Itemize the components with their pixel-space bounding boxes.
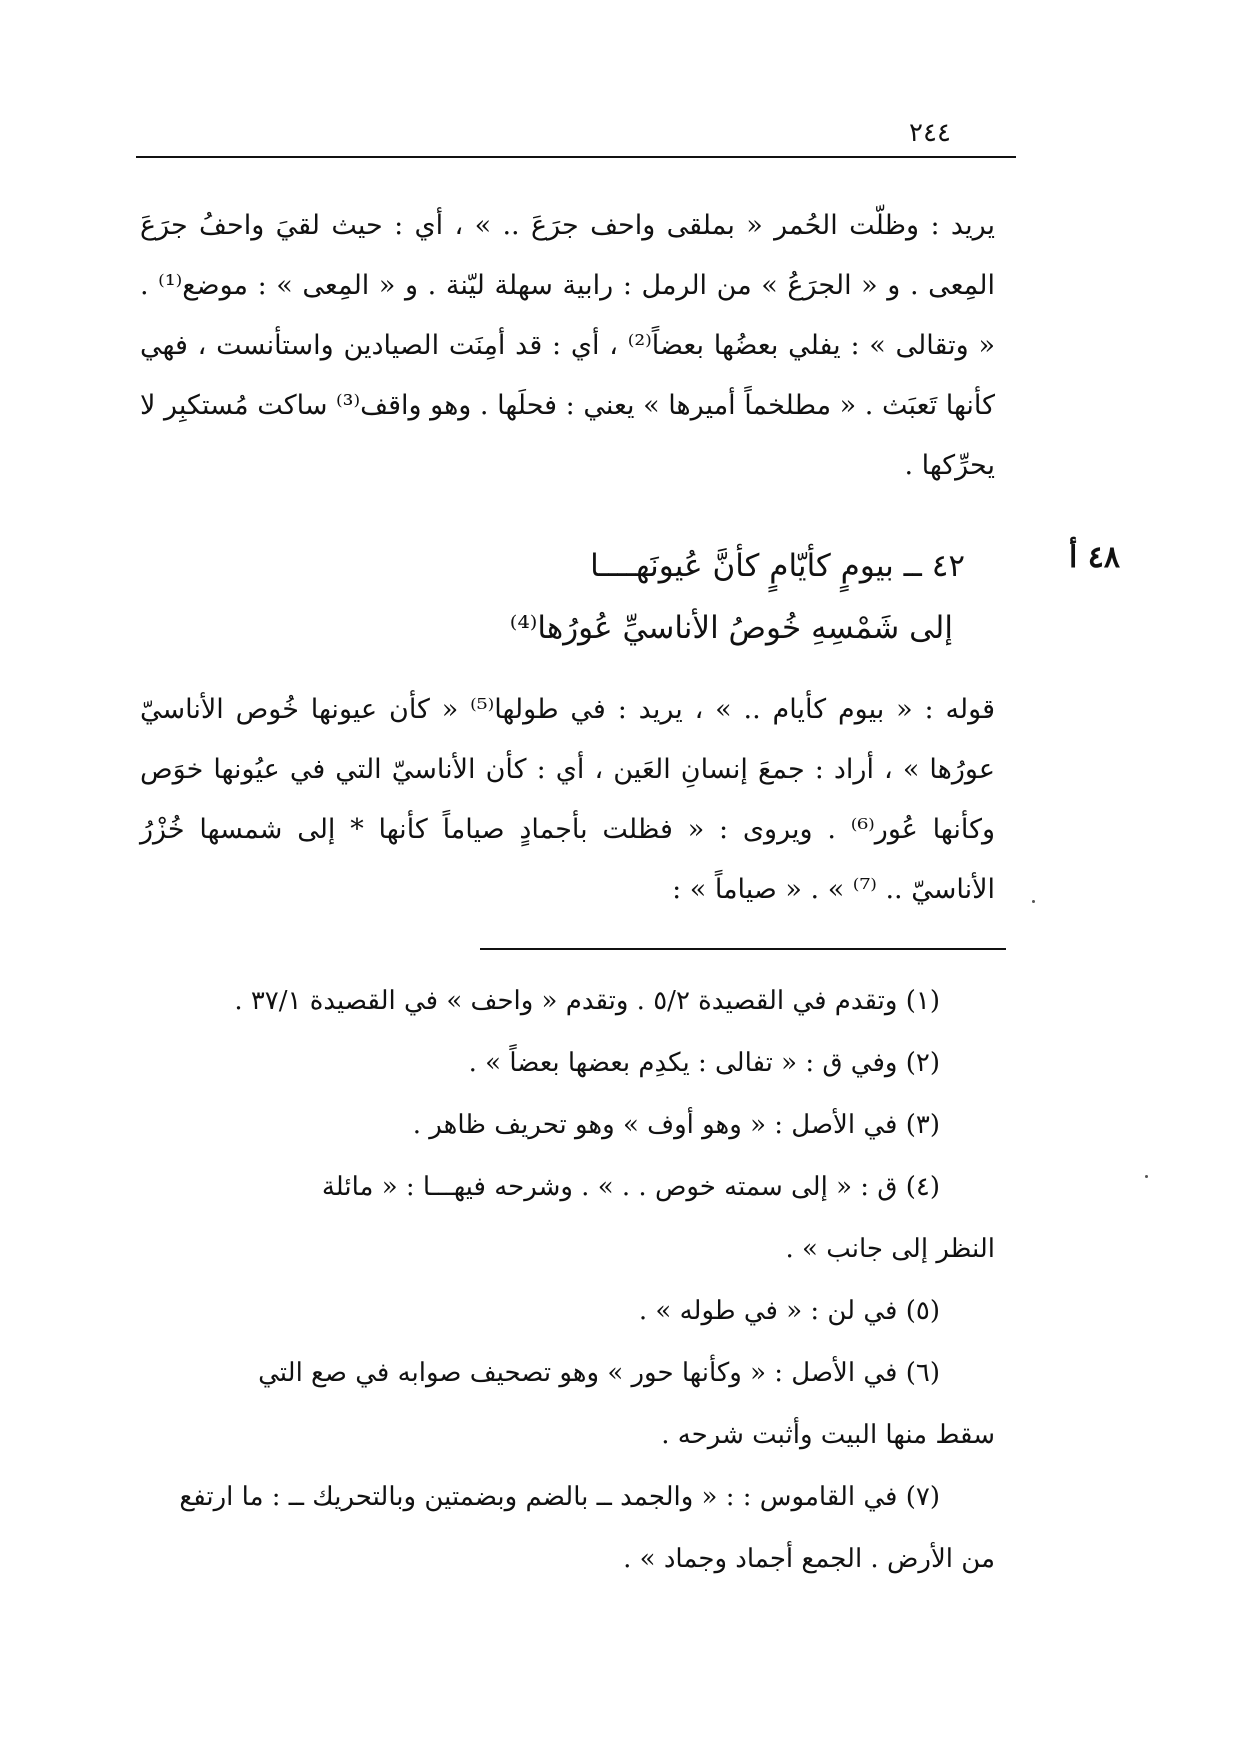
- footnote-line: (٤) ق : « إلى سمته خوص . . » . وشرحه فيهـــا : « مائلة: [321, 1172, 940, 1202]
- verse-hemistich-2: إلى شَمْسِهِ خُوصُ الأناسيِّ عُورُها⁽⁴⁾: [509, 610, 953, 646]
- footnote-line: (١) وتقدم في القصيدة ٥/٢ . وتقدم « واحف » في القصيدة ٣٧/١ .: [234, 986, 940, 1016]
- page-number: ٢٤٤: [909, 118, 951, 148]
- margin-manuscript-ref: ٤٨ أ: [1068, 540, 1120, 575]
- paragraph-text: قوله : « بيوم كأيام .. » ، يريد : في طولها⁽⁵⁾ « كأن عيونها خُوص الأناسيّ عورُها » ، أراد : جمعَ إنسانِ العَين ، أي : كأن الأناسيّ التي في عيُونها خوَص وكأنها عُور⁽⁶⁾ . ويروى : « فظلت بأجمادٍ صياماً كأنها * إلى شمسها خُزْرُ الأناسيّ .. ⁽⁷⁾ » . « صياماً » :: [140, 694, 996, 905]
- header-rule: [136, 156, 1016, 158]
- footnote-line: (٥) في لن : « في طوله » .: [638, 1296, 940, 1326]
- footnote-line: (٦) في الأصل : « وكأنها حور » وهو تصحيف صوابه في صع التي: [258, 1358, 940, 1388]
- footnotes: [140, 970, 995, 1590]
- footnote-line: (٧) في القاموس : : « والجمد ــ بالضم وبضمتين وبالتحريك ــ : ما ارتفع: [179, 1482, 940, 1512]
- verse-hemistich-1: ٤٢ ــ بيومٍ كأيّامٍ كأنَّ عُيونَهــــا: [590, 548, 965, 584]
- paragraph-text: يريد : وظلّت الحُمر « بملقى واحف جرَعَ .. » ، أي : حيث لقيَ واحفُ جرَعَ المِعى . و « الجرَعُ » من الرمل : رابية سهلة ليّنة . و « المِعى » : موضع⁽¹⁾ . « وتقالى » : يفلي بعضُها بعضاً⁽²⁾ ، أي : قد أمِنَت الصيادين واستأنست ، فهي كأنها تَعبَث . « مطلخماً أميرها » يعني : فحلَها . وهو واقف⁽³⁾ ساكت مُستكبِر لا يحرِّكها .: [140, 210, 995, 481]
- scan-speck: [1145, 1175, 1148, 1178]
- footnote-line: النظر إلى جانب » .: [785, 1234, 995, 1264]
- footnote-rule: [480, 948, 1006, 950]
- commentary-paragraph-1: [140, 196, 995, 496]
- footnote-line: من الأرض . الجمع أجماد وجماد » .: [623, 1544, 995, 1574]
- footnote-line: (٢) وفي ق : « تفالى : يكدِم بعضها بعضاً » .: [468, 1048, 940, 1078]
- footnote-line: سقط منها البيت وأثبت شرحه .: [661, 1420, 995, 1450]
- commentary-paragraph-2: [140, 680, 995, 920]
- scan-speck: [1032, 900, 1035, 903]
- verse-row: [140, 540, 1120, 610]
- footnote-line: (٣) في الأصل : « وهو أوف » وهو تحريف ظاهر .: [412, 1110, 940, 1140]
